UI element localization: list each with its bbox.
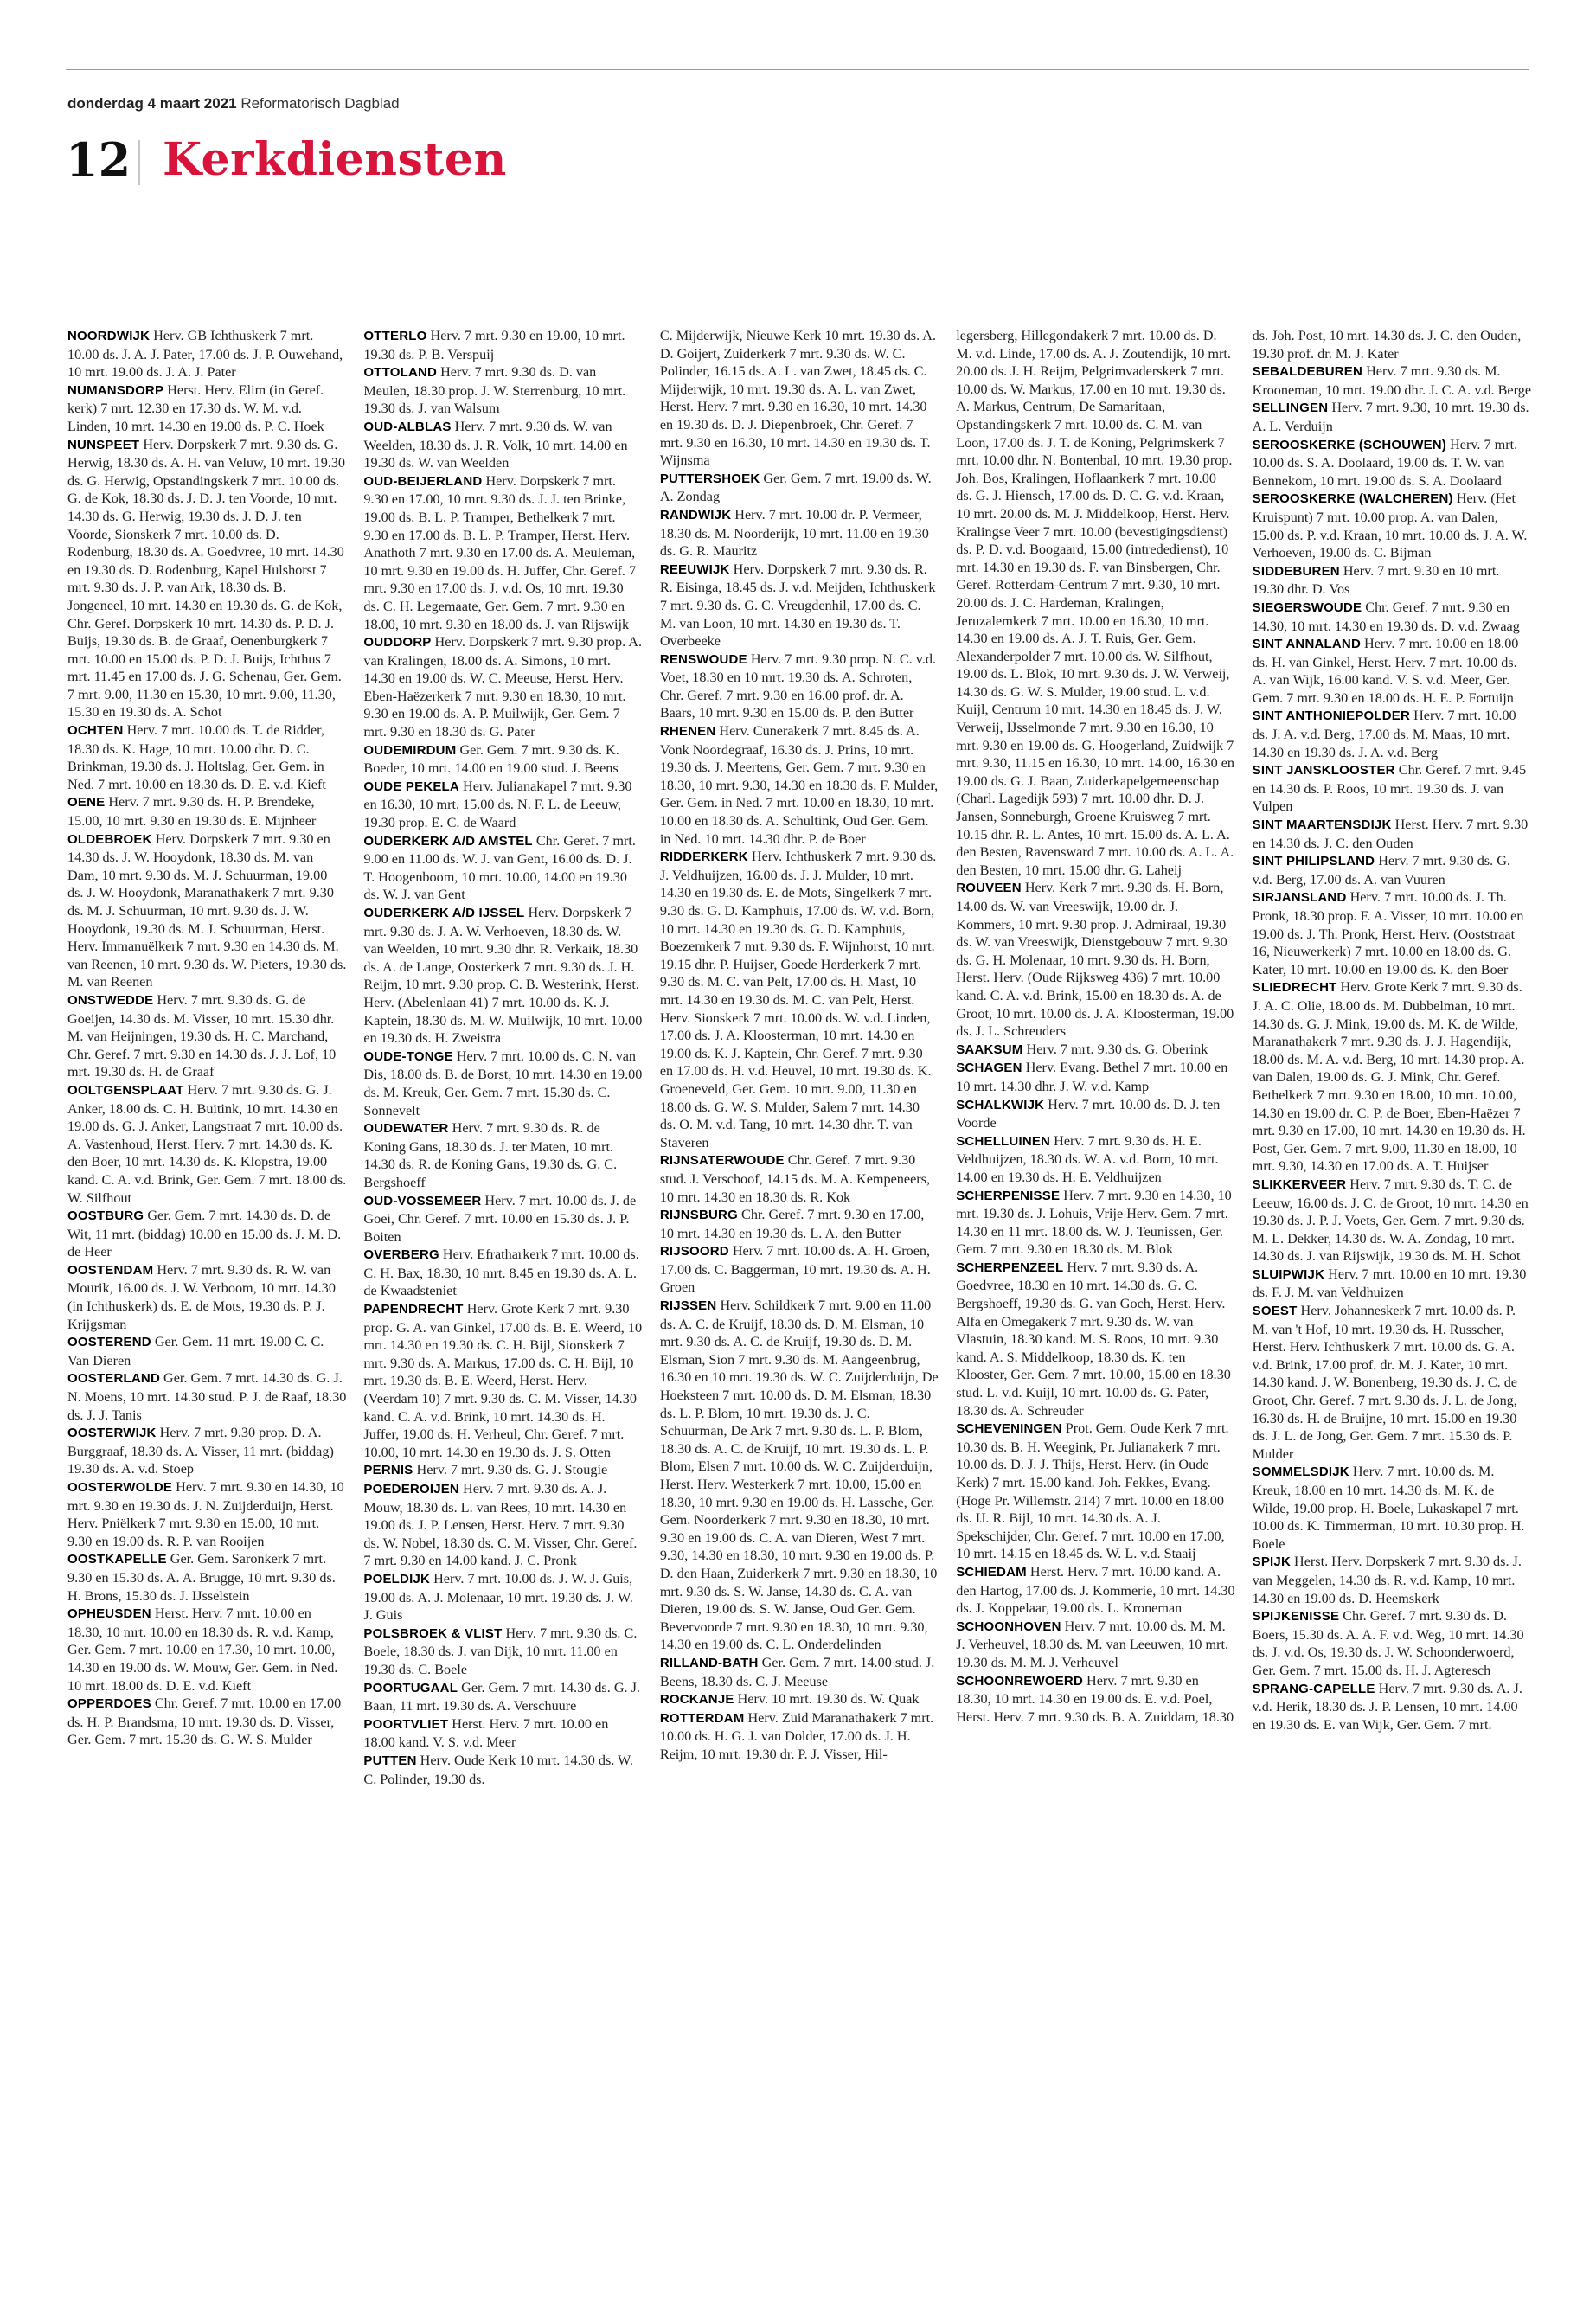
service-entry bbox=[363, 1119, 642, 1191]
place-name: RIJNSBURG bbox=[659, 1208, 738, 1223]
service-details: Ger. Gem. Saronkerk 7 mrt. 9.30 en 15.30 ds. A. A. Brugge, 10 mrt. 9.30 ds. H. Brons, 15.30 ds. J. IJsselstein bbox=[67, 1551, 336, 1604]
service-entry bbox=[1253, 1176, 1531, 1266]
place-name: OVERBERG bbox=[363, 1247, 439, 1263]
service-details: C. Mijderwijk, Nieuwe Kerk 10 mrt. 19.30 ds. A. D. Goijert, Zuiderkerk 7 mrt. 9.30 ds. W. C. Polinder, 16.15 ds. A. L. van Zwet, 18.45 ds. C. Mijderwijk, 10 mrt. 19.30 ds. A. L. van Zwet, Herst. Herv. 7 mrt. 9.30 en 16.30, 10 mrt. 14.30 en 19.30 ds. D. J. Diepenbroek, Chr. Geref. 7 mrt. 9.30 en 16.30, 10 mrt. 14.30 en 19.30 ds. T. Wijnsma bbox=[659, 328, 937, 469]
place-name: SIRJANSLAND bbox=[1252, 890, 1347, 906]
column-3 bbox=[660, 327, 939, 2282]
place-name: REEUWIJK bbox=[659, 561, 730, 577]
place-name: SINT PHILIPSLAND bbox=[1252, 854, 1375, 869]
service-entry bbox=[363, 1715, 642, 1752]
place-name: SIDDEBUREN bbox=[1252, 563, 1340, 579]
place-name: OLDEBROEK bbox=[67, 831, 152, 847]
service-entry bbox=[956, 1420, 1234, 1563]
service-details: Prot. Gem. Oude Kerk 7 mrt. 10.30 ds. B. H. Weegink, Pr. Julianakerk 7 mrt. 10.00 ds. D. J. J. Thijs, Herst. Herv. (in Oude Kerk) 7 mrt. 15.00 kand. Joh. Fekkes, Evang. (Hoge Pr. Willemstr. 214) 7 mrt. 10.00 en 18.00 ds. IJ. R. Bijl, 10 mrt. 14.30 ds. A. J. Spekschijder, Chr. Geref. 7 mrt. 10.00 en 17.00, 10 mrt. 14.15 en 18.45 ds. W. L. v.d. Staaij bbox=[956, 1420, 1229, 1562]
place-name: NUNSPEET bbox=[67, 437, 140, 452]
place-name: POLSBROEK & VLIST bbox=[363, 1625, 503, 1641]
service-entry bbox=[660, 1709, 939, 1764]
service-entry bbox=[956, 1096, 1234, 1132]
place-name: SCHELLUINEN bbox=[956, 1133, 1051, 1149]
service-entry bbox=[1253, 562, 1531, 599]
place-name: RANDWIJK bbox=[659, 507, 732, 522]
service-entry bbox=[363, 1625, 642, 1679]
place-name: SINT JANSKLOOSTER bbox=[1252, 763, 1395, 779]
service-details: Herv. Oude Kerk 10 mrt. 14.30 ds. W. C. Polinder, 19.30 ds. bbox=[363, 1752, 633, 1787]
service-entry bbox=[1253, 1553, 1531, 1607]
service-entry bbox=[1253, 1463, 1531, 1553]
service-entry bbox=[1253, 978, 1531, 1176]
service-details: Herv. 7 mrt. 9.30 ds. G. J. Stougie bbox=[416, 1462, 608, 1478]
place-name: SEROOSKERKE (SCHOUWEN) bbox=[1252, 437, 1447, 452]
header-separator bbox=[138, 140, 140, 185]
service-details: Herv. Dorpskerk 7 mrt. 9.30 ds. J. A. W. Verhoeven, 18.30 ds. W. van Weelden, 10 mrt. 9.30 dhr. R. Verkaik, 18.30 ds. A. de Lange, Oosterkerk 7 mrt. 9.30 ds. J. H. Reijm, 10 mrt. 9.30 prop. C. B. Westerink, Herst. Herv. (Abelenlaan 41) 7 mrt. 10.00 ds. K. J. Kaptein, 18.30 ds. M. W. Muilwijk, 10 mrt. 10.00 en 19.30 ds. H. Zweistra bbox=[363, 905, 643, 1047]
service-entry bbox=[67, 1207, 346, 1261]
service-details: Ger. Gem. 7 mrt. 14.30 ds. G. J. Baan, 11 mrt. 19.30 ds. A. Verschuure bbox=[363, 1679, 640, 1715]
service-details: Ger. Gem. 7 mrt. 9.30 ds. K. Boeder, 10 mrt. 14.00 en 19.00 stud. J. Beens bbox=[363, 741, 619, 777]
service-entry bbox=[1253, 761, 1531, 816]
place-name: OUD-VOSSEMEER bbox=[363, 1193, 482, 1208]
place-name: SEROOSKERKE (WALCHEREN) bbox=[1252, 491, 1453, 507]
service-entry bbox=[363, 1192, 642, 1247]
service-details: Herv. Johanneskerk 7 mrt. 10.00 ds. P. M. van 't Hof, 10 mrt. 19.30 ds. H. Russcher, Herst. Herv. Ichthuskerk 7 mrt. 10.00 ds. G. A. v.d. Brink, 17.00 prof. dr. M. J. Kater, 10 mrt. 14.30 kand. J. W. Bonenberg, 19.30 ds. J. C. de Groot, Chr. Geref. 7 mrt. 9.30 ds. J. L. de Jong, 16.30 ds. H. de Bruijne, 10 mrt. 15.00 en 19.30 ds. J. L. de Jong, Ger. Gem. 7 mrt. 15.30 ds. P. Mulder bbox=[1252, 1303, 1517, 1462]
service-details: Herv. Julianakapel 7 mrt. 9.30 en 16.30, 10 mrt. 15.00 ds. N. F. L. de Leeuw, 19.30 prop. E. C. de Waard bbox=[363, 778, 632, 831]
service-details: Herv. Dorpskerk 7 mrt. 9.30 prop. A. van Kralingen, 18.00 ds. A. Simons, 10 mrt. 14.30 en 19.00 ds. W. C. Meeuse, Herst. Herv. Eben-Haëzerkerk 7 mrt. 9.30 en 18.30, 10 mrt. 9.30 en 19.00 ds. A. P. Muilwijk, Ger. Gem. 7 mrt. 9.30 en 18.30 ds. G. Pater bbox=[363, 634, 643, 740]
service-entry bbox=[363, 1048, 642, 1119]
service-entry bbox=[956, 879, 1234, 1040]
place-name: ROTTERDAM bbox=[659, 1710, 745, 1726]
service-details: Herv. 7 mrt. 9.30 ds. A. Goedvree, 18.30 en 10 mrt. 14.30 ds. G. C. Bergshoeff, 19.30 ds. G. van Goch, Herst. Herv. Alfa en Omegakerk 7 mrt. 9.30 ds. W. van Vlastuin, 18.30 kand. M. S. Roos, 10 mrt. 9.30 kand. A. S. Middelkoop, 18.30 ds. K. ten Klooster, Ger. Gem. 7 mrt. 10.00, 15.00 en 18.30 stud. L. v.d. Kuijl, 10 mrt. 10.00 ds. G. Pater, 18.30 ds. A. Schreuder bbox=[956, 1259, 1231, 1419]
service-details: Herv. 7 mrt. 10.00 en 18.00 ds. H. van Ginkel, Herst. Herv. 7 mrt. 10.00 ds. A. van Wijk, 16.00 kand. V. S. v.d. Meer, Ger. Gem. 7 mrt. 9.30 en 18.00 ds. H. E. P. Fortuijn bbox=[1252, 636, 1519, 706]
service-details: Herv. 7 mrt. 10.00 ds. J. A. v.d. Berg, 17.00 ds. M. Maas, 10 mrt. 14.30 en 19.30 ds. J. A. v.d. Berg bbox=[1252, 708, 1516, 760]
service-entry bbox=[1253, 707, 1531, 761]
service-details: Herv. 7 mrt. 9.30 en 19.00, 10 mrt. 19.30 ds. P. B. Verspuij bbox=[363, 328, 625, 362]
service-entry bbox=[67, 721, 346, 793]
place-name: SCHALKWIJK bbox=[956, 1097, 1045, 1112]
service-entry bbox=[956, 1618, 1234, 1672]
column-2 bbox=[363, 327, 642, 2282]
service-details: Herv. 7 mrt. 9.30 ds. G. Oberink bbox=[1026, 1041, 1208, 1057]
service-details: Herv. 7 mrt. 9.30 ds. R. W. van Mourik, 16.00 ds. J. W. Verboom, 10 mrt. 14.30 (in Ichthuskerk) ds. E. de Mots, 19.30 ds. P. J. Krijgsman bbox=[67, 1261, 336, 1332]
service-entry bbox=[363, 1570, 642, 1625]
service-details: Chr. Geref. 7 mrt. 10.00 en 17.00 ds. H. P. Brandsma, 10 mrt. 19.30 ds. D. Visser, Ger. Gem. 7 mrt. 15.30 ds. G. W. S. Mulder bbox=[67, 1695, 342, 1748]
service-entry bbox=[67, 793, 346, 830]
place-name: OUDEWATER bbox=[363, 1121, 449, 1137]
service-details: Herv. 7 mrt. 10.00 en 10 mrt. 19.30 ds. F. J. M. van Veldhuizen bbox=[1252, 1266, 1527, 1301]
service-entry bbox=[67, 1261, 346, 1333]
service-details: Herv. 7 mrt. 9.30 en 18.30, 10 mrt. 14.30 en 19.00 ds. E. v.d. Poel, Herst. Herv. 7 mrt. 9.30 ds. B. A. Zuiddam, 18.30 bbox=[956, 1672, 1234, 1725]
service-details: Herv. Dorpskerk 7 mrt. 9.30 ds. R. R. Eisinga, 18.45 ds. J. v.d. Meijden, Ichthuskerk 7 mrt. 9.30 ds. G. C. Vreugdenhil, 17.00 ds. C. M. van Loon, 10 mrt. 14.30 en 19.30 ds. T. Overbeeke bbox=[659, 561, 936, 650]
place-name: PERNIS bbox=[363, 1463, 413, 1478]
place-name: SPRANG-CAPELLE bbox=[1252, 1681, 1375, 1696]
service-details: Herv. Cunerakerk 7 mrt. 8.45 ds. A. Vonk Noordegraaf, 16.30 ds. J. Prins, 10 mrt. 19.30 ds. J. Meertens, Ger. Gem. 7 mrt. 9.30 en 18.30, 10 mrt. 9.30, 14.30 en 18.30 ds. F. Mulder, Ger. Gem. in Ned. 7 mrt. 10.00 en 18.30, 10 mrt. 10.00 en 18.30 ds. A. Schultink, Oud Ger. Gem. in Ned. 10 mrt. 14.30 dhr. P. de Boer bbox=[659, 723, 939, 847]
service-entry bbox=[1253, 635, 1531, 707]
place-name: PUTTERSHOEK bbox=[659, 471, 760, 486]
place-name: POORTUGAAL bbox=[363, 1680, 458, 1695]
service-entry bbox=[1253, 888, 1531, 978]
place-name: SCHOONHOVEN bbox=[956, 1618, 1061, 1634]
service-entry bbox=[660, 1242, 939, 1297]
place-name: SOEST bbox=[1252, 1304, 1298, 1319]
service-details: Herv. Kerk 7 mrt. 9.30 ds. H. Born, 14.00 ds. W. van Vreeswijk, 19.00 dr. J. Kommers, 10 mrt. 9.30 prop. J. Admiraal, 19.30 ds. W. van Vreeswijk, Dienstgebouw 7 mrt. 9.30 ds. G. H. Molenaar, 10 mrt. 9.30 ds. H. Born, Herst. Herv. (Oude Rijksweg 436) 7 mrt. 10.00 kand. C. A. v.d. Brink, 15.00 en 18.30 ds. A. de Groot, 10 mrt. 10.00 ds. J. A. Kloosterman, 19.00 ds. J. L. Schreuders bbox=[956, 880, 1234, 1040]
service-entry bbox=[67, 1478, 346, 1550]
service-details: Herv. 7 mrt. 9.30 ds. D. van Meulen, 18.30 prop. J. W. Sterrenburg, 10 mrt. 19.30 ds. J. van Walsum bbox=[363, 364, 626, 417]
service-entry bbox=[1253, 399, 1531, 435]
service-details: Ger. Gem. 11 mrt. 19.00 C. C. Van Dieren bbox=[67, 1334, 324, 1368]
service-entry bbox=[363, 472, 642, 633]
service-details: Herv. 7 mrt. 9.30 prop. N. C. v.d. Voet, 18.30 en 10 mrt. 19.30 ds. A. Schroten, Chr. Geref. 7 mrt. 9.30 en 16.00 prof. dr. A. Baars, 10 mrt. 9.30 en 15.00 ds. P. den Butter bbox=[659, 651, 937, 721]
place-name: SAAKSUM bbox=[956, 1042, 1023, 1057]
service-details: Herv. 7 mrt. 10.00 ds. S. A. Doolaard, 19.00 ds. T. W. van Bennekom, 10 mrt. 19.00 ds. S. A. Doolaard bbox=[1252, 436, 1518, 489]
service-entry bbox=[956, 1132, 1234, 1187]
service-details: Herv. (Het Kruispunt) 7 mrt. 10.00 prop. A. van Dalen, 15.00 ds. P. v.d. Kraan, 10 mrt. 10.00 ds. J. A. W. Verhoeven, 19.00 ds. C. Bijman bbox=[1252, 490, 1528, 561]
service-details: Herv. 7 mrt. 10.00 ds. J. de Goei, Chr. Geref. 7 mrt. 10.00 en 15.30 ds. J. P. Boiten bbox=[363, 1192, 637, 1245]
service-details: Herv. 7 mrt. 9.30 ds. H. P. Brendeke, 15.00, 10 mrt. 9.30 en 19.30 ds. E. Mijnheer bbox=[67, 794, 317, 830]
service-entry bbox=[956, 1672, 1234, 1727]
service-details: Herv. 7 mrt. 9.30, 10 mrt. 19.30 ds. A. L. Verduijn bbox=[1252, 400, 1529, 434]
service-entry bbox=[660, 651, 939, 722]
place-name: SCHOONREWOERD bbox=[956, 1673, 1083, 1689]
place-name: OUD-ALBLAS bbox=[363, 419, 452, 434]
place-name: RENSWOUDE bbox=[659, 651, 747, 667]
place-name: OENE bbox=[67, 795, 106, 811]
column-4 bbox=[956, 327, 1234, 2282]
place-name: OUD-BEIJERLAND bbox=[363, 473, 483, 489]
service-entry bbox=[956, 1041, 1234, 1060]
service-details: Herv. 7 mrt. 9.30 ds. C. Boele, 18.30 ds. J. van Dijk, 10 mrt. 11.00 en 19.30 ds. C. Boele bbox=[363, 1625, 638, 1677]
place-name: SEBALDEBUREN bbox=[1252, 364, 1363, 380]
service-entry bbox=[660, 470, 939, 506]
place-name: SPIJKENISSE bbox=[1252, 1609, 1340, 1625]
place-name: ONSTWEDDE bbox=[67, 992, 154, 1008]
service-details: Ger. Gem. 7 mrt. 14.30 ds. G. J. N. Moens, 10 mrt. 14.30 stud. P. J. de Raaf, 18.30 ds. J. J. Tanis bbox=[67, 1370, 347, 1423]
service-entry bbox=[956, 1563, 1234, 1618]
service-entry bbox=[67, 1605, 346, 1695]
service-details: Herv. 7 mrt. 9.30 ds. G. v.d. Berg, 17.00 ds. A. van Vuuren bbox=[1252, 853, 1510, 888]
service-entry bbox=[1253, 599, 1531, 635]
service-details: Herv. Schildkerk 7 mrt. 9.00 en 11.00 ds. A. C. de Kruijf, 18.30 ds. D. M. Elsman, 10 mrt. 9.30 ds. A. C. de Kruijf, 19.30 ds. D. M. Elsman, Sion 7 mrt. 9.30 ds. M. Aangeenbrug, 16.30 en 10 mrt. 19.30 ds. W. C. Zuijderduijn, De Hoeksteen 7 mrt. 10.00 ds. D. M. Elsman, 18.30 ds. L. P. Blom, 10 mrt. 19.30 ds. J. C. Schuurman, De Ark 7 mrt. 9.30 ds. L. P. Blom, 18.30 ds. A. C. de Kruijf, 10 mrt. 19.30 ds. L. P. Blom, Elsen 7 mrt. 10.00 ds. W. C. Zuijderduijn, Herst. Herv. Westerkerk 7 mrt. 10.00, 15.00 en 18.30, 10 mrt. 9.30 en 19.00 ds. H. Lassche, Ger. Gem. Noorderkerk 7 mrt. 9.30 en 18.30, 10 mrt. 9.30 en 19.00 ds. C. A. van Dieren, West 7 mrt. 9.30, 14.30 en 18.30, 10 mrt. 9.30 en 19.00 ds. P. D. den Haan, Zuiderkerk 7 mrt. 9.30 en 18.30, 10 mrt. 9.30 ds. S. W. Janse, 14.30 ds. C. A. van Dieren, 19.00 ds. S. W. Janse, Oud Ger. Gem. Bevervoorde 7 mrt. 9.30 en 18.30, 10 mrt. 9.30, 14.30 en 19.00 ds. C. L. Onderdelinden bbox=[659, 1298, 939, 1653]
service-details: Herv. 7 mrt. 9.30 prop. D. A. Burggraaf, 18.30 ds. A. Visser, 11 mrt. (biddag) 19.30 ds. A. v.d. Stoep bbox=[67, 1425, 334, 1477]
service-details: Ger. Gem. 7 mrt. 14.30 ds. D. de Wit, 11 mrt. (biddag) 10.00 en 15.00 ds. J. M. D. de Heer bbox=[67, 1208, 342, 1260]
place-name: SINT MAARTENSDIJK bbox=[1252, 817, 1392, 833]
service-details: Herv. Evang. Bethel 7 mrt. 10.00 en 10 mrt. 14.30 dhr. J. W. v.d. Kamp bbox=[956, 1060, 1228, 1094]
service-entry bbox=[660, 561, 939, 651]
place-name: OTTERLO bbox=[363, 329, 427, 343]
place-name: RIDDERKERK bbox=[659, 849, 748, 865]
service-entry bbox=[363, 832, 642, 904]
service-details: Herv. 7 mrt. 9.30 ds. A. J. Mouw, 18.30 ds. L. van Rees, 10 mrt. 14.30 en 19.00 ds. J. P. Lensen, Herst. Herv. 7 mrt. 9.30 ds. W. Nobel, 18.30 ds. C. M. Visser, Chr. Geref. 7 mrt. 9.30 en 14.00 kand. J. C. Pronk bbox=[363, 1481, 638, 1569]
place-name: SCHERPENISSE bbox=[956, 1188, 1061, 1203]
service-details: Herv. 7 mrt. 9.30 ds. A. J. v.d. Herik, 18.30 ds. J. P. Lensen, 10 mrt. 14.00 en 19.30 ds. E. van Wijk, Ger. Gem. 7 mrt. bbox=[1252, 1680, 1522, 1733]
place-name: NOORDWIJK bbox=[67, 329, 151, 343]
service-details: Ger. Gem. 7 mrt. 14.00 stud. J. Beens, 18.30 ds. C. J. Meeuse bbox=[659, 1654, 935, 1689]
service-entry bbox=[363, 363, 642, 418]
place-name: SCHAGEN bbox=[956, 1061, 1022, 1076]
place-name: SINT ANNALAND bbox=[1252, 637, 1361, 652]
service-details: Herv. Efratharkerk 7 mrt. 10.00 ds. C. H. Bax, 18.30, 10 mrt. 8.45 en 19.30 ds. A. L. de Kwaadsteniet bbox=[363, 1247, 639, 1299]
service-details: Herst. Herv. 7 mrt. 10.00 kand. A. den Hartog, 17.00 ds. J. Kommerie, 10 mrt. 14.30 ds. J. Koppelaar, 19.00 ds. L. Kroneman bbox=[956, 1563, 1235, 1617]
service-details: Chr. Geref. 7 mrt. 9.30 en 14.30, 10 mrt. 14.30 en 19.30 ds. D. v.d. Zwaag bbox=[1252, 599, 1520, 634]
service-entry bbox=[660, 506, 939, 561]
service-details: Herv. 7 mrt. 9.30 ds. T. C. de Leeuw, 16.00 ds. J. C. de Groot, 10 mrt. 14.30 en 19.30 ds. J. P. J. Voets, Ger. Gem. 7 mrt. 9.30 ds. M. L. Dekker, 14.30 ds. W. A. Zondag, 10 mrt. 14.30 ds. J. van Rijswijk, 19.30 ds. M. H. Schot bbox=[1252, 1176, 1529, 1265]
service-entry bbox=[67, 1369, 346, 1424]
service-entry bbox=[67, 381, 346, 436]
place-name: RHENEN bbox=[659, 724, 716, 740]
place-name: OUDDORP bbox=[363, 635, 432, 651]
service-entry bbox=[1253, 852, 1531, 888]
service-entry bbox=[660, 848, 939, 1151]
service-entry bbox=[1253, 1302, 1531, 1463]
listing-columns bbox=[67, 327, 1531, 2282]
service-entry bbox=[1253, 327, 1531, 362]
place-name: OUDEMIRDUM bbox=[363, 742, 457, 758]
place-name: RIJSOORD bbox=[659, 1244, 729, 1259]
service-details: Herv. 7 mrt. 10.00 ds. C. N. van Dis, 18.00 ds. B. de Borst, 10 mrt. 14.30 en 19.00 ds. M. Kreuk, Ger. Gem. 7 mrt. 15.30 ds. C. Sonnevelt bbox=[363, 1048, 643, 1118]
place-name: SLIKKERVEER bbox=[1252, 1176, 1347, 1192]
service-entry bbox=[1253, 1266, 1531, 1302]
service-details: Herv. 7 mrt. 9.30 en 10 mrt. 19.30 dhr. D. Vos bbox=[1252, 562, 1500, 598]
service-entry bbox=[363, 1246, 642, 1300]
place-name: OUDE PEKELA bbox=[363, 779, 459, 794]
service-entry bbox=[67, 436, 346, 722]
service-entry bbox=[67, 1550, 346, 1605]
place-name: SINT ANTHONIEPOLDER bbox=[1252, 708, 1411, 724]
place-name: SCHERPENZEEL bbox=[956, 1259, 1064, 1275]
service-details: Herv. 7 mrt. 9.30 ds. H. E. Veldhuijzen, 18.30 ds. W. A. v.d. Born, 10 mrt. 14.00 en 19.30 ds. H. E. Veldhuijzen bbox=[956, 1132, 1219, 1185]
service-details: Herv. 7 mrt. 9.30 ds. W. van Weelden, 18.30 ds. J. R. Volk, 10 mrt. 14.00 en 19.30 ds. W. van Weelden bbox=[363, 418, 628, 471]
place-name: OTTOLAND bbox=[363, 365, 438, 381]
place-name: ROCKANJE bbox=[659, 1692, 734, 1708]
service-details: Herst. Herv. 7 mrt. 10.00 en 18.00 kand. V. S. v.d. Meer bbox=[363, 1715, 609, 1751]
service-details: Ger. Gem. 7 mrt. 19.00 ds. W. A. Zondag bbox=[659, 470, 932, 505]
service-details: Chr. Geref. 7 mrt. 9.45 en 14.30 ds. P. Roos, 10 mrt. 19.30 ds. J. van Vulpen bbox=[1252, 762, 1527, 815]
service-entry bbox=[363, 1752, 642, 1788]
service-details: Chr. Geref. 7 mrt. 9.00 en 11.00 ds. W. J. van Gent, 16.00 ds. D. J. T. Hoogenboom, 10 mrt. 10.00, 14.00 en 19.30 ds. W. J. van Gent bbox=[363, 832, 636, 903]
service-details: Herv. 7 mrt. 10.00 dr. P. Vermeer, 18.30 ds. M. Noorderijk, 10 mrt. 11.00 en 19.30 ds. G. R. Mauritz bbox=[659, 506, 929, 560]
column-1 bbox=[67, 327, 346, 2282]
place-name: OCHTEN bbox=[67, 723, 124, 739]
service-entry bbox=[363, 327, 642, 363]
dateline bbox=[67, 95, 400, 112]
place-name: RIJSSEN bbox=[659, 1298, 717, 1314]
service-details: Herv. 7 mrt. 10.00 ds. T. de Ridder, 18.30 ds. K. Hage, 10 mrt. 10.00 dhr. D. C. Brinkman, 19.30 ds. J. Holtslag, Ger. Gem. in Ned. 7 mrt. 10.00 en 18.30 ds. D. E. v.d. Kieft bbox=[67, 722, 326, 792]
service-details: Herv. Ichthuskerk 7 mrt. 9.30 ds. J. Veldhuijzen, 16.00 ds. J. J. Mulder, 10 mrt. 14.30 en 19.30 ds. E. de Mots, Singelkerk 7 mrt. 9.30 ds. G. D. Kamphuis, 17.00 ds. W. v.d. Born, 10 mrt. 14.30 en 19.30 ds. G. D. Kamphuis, Boezemkerk 7 mrt. 9.30 ds. F. Wijnhorst, 10 mrt. 19.15 dhr. P. Huijser, Goede Herderkerk 7 mrt. 9.30 ds. M. C. van Pelt, 17.00 ds. H. Mast, 10 mrt. 14.30 en 19.30 ds. M. C. van Pelt, Herst. Herv. Sionskerk 7 mrt. 10.00 ds. W. v.d. Linden, 17.00 ds. J. A. Kloosterman, 10 mrt. 14.30 en 19.00 ds. K. J. Kaptein, Chr. Geref. 7 mrt. 9.30 en 17.00 ds. H. v.d. Heuvel, 10 mrt. 19.30 ds. K. Groeneveld, Ger. Gem. 10 mrt. 9.00, 11.30 en 18.00 ds. G. W. S. Mulder, Salem 7 mrt. 14.30 ds. O. M. v.d. Tang, 10 mrt. 14.30 dhr. T. van Staveren bbox=[659, 849, 937, 1150]
service-entry bbox=[956, 1259, 1234, 1420]
column-5 bbox=[1253, 327, 1531, 2282]
place-name: RILLAND-BATH bbox=[659, 1655, 759, 1670]
service-entry bbox=[363, 633, 642, 741]
place-name: POELDIJK bbox=[363, 1571, 431, 1586]
service-details: ds. Joh. Post, 10 mrt. 14.30 ds. J. C. den Ouden, 19.30 prof. dr. M. J. Kater bbox=[1252, 328, 1522, 362]
place-name: SIEGERSWOUDE bbox=[1252, 599, 1362, 615]
place-name: SELLINGEN bbox=[1252, 401, 1329, 416]
service-entry bbox=[1253, 490, 1531, 561]
service-details: Herv. 10 mrt. 19.30 ds. W. Quak bbox=[737, 1691, 920, 1708]
place-name: SCHIEDAM bbox=[956, 1564, 1027, 1580]
service-details: Chr. Geref. 7 mrt. 9.30 ds. D. Boers, 15.30 ds. A. A. F. v.d. Weg, 10 mrt. 14.30 ds. J. v.d. Os, 19.30 ds. J. W. Schoonderwoerd, Ger. Gem. 7 mrt. 15.00 ds. H. J. Agteresch bbox=[1252, 1608, 1524, 1678]
place-name: SLUIPWIJK bbox=[1252, 1266, 1325, 1282]
service-entry bbox=[363, 778, 642, 832]
service-entry bbox=[67, 991, 346, 1081]
place-name: OOSTENDAM bbox=[67, 1262, 154, 1278]
service-entry bbox=[956, 327, 1234, 879]
service-details: Herv. GB Ichthuskerk 7 mrt. 10.00 ds. J. A. J. Pater, 17.00 ds. J. P. Ouwehand, 10 mrt. 19.00 ds. J. A. J. Pater bbox=[67, 328, 343, 381]
service-details: Herv. 7 mrt. 10.00 ds. J. Th. Pronk, 18.30 prop. F. A. Visser, 10 mrt. 10.00 en 19.00 ds. J. Th. Pronk, Herst. Herv. (Ooststraat 16, Nieuwerkerk) 7 mrt. 10.00 en 18.00 ds. G. Kater, 10 mrt. 10.00 en 19.00 ds. K. den Boer bbox=[1252, 889, 1524, 977]
service-details: Herv. 7 mrt. 10.00 ds. A. H. Groen, 17.00 ds. C. Baggerman, 10 mrt. 19.30 ds. A. H. Groen bbox=[659, 1243, 931, 1296]
service-entry bbox=[67, 1333, 346, 1369]
service-details: Herv. Grote Kerk 7 mrt. 9.30 ds. J. A. C. Olie, 18.00 ds. M. Dubbelman, 10 mrt. 14.30 ds. G. J. Mink, 19.00 ds. M. K. de Wilde, Maranathakerk 7 mrt. 9.30 ds. J. J. Hagendijk, 18.00 ds. M. A. v.d. Berg, 10 mrt. 14.30 prop. A. van Dalen, 19.00 ds. G. J. Mink, Chr. Geref. Bethelkerk 7 mrt. 9.30 en 18.00, 10 mrt. 10.00, 14.30 en 19.00 dr. C. P. de Boer, Eben-Haëzer 7 mrt. 9.30 en 17.00, 10 mrt. 14.30 en 19.30 ds. H. Post, Ger. Gem. 7 mrt. 9.00, 11.30 en 18.00, 10 mrt. 9.30, 14.30 en 17.00 ds. A. T. Huijser bbox=[1252, 979, 1526, 1175]
service-details: Herv. 7 mrt. 10.00 ds. M. Kreuk, 18.00 en 10 mrt. 14.30 ds. M. K. de Wilde, 19.00 prop. H. Boele, Lukaskapel 7 mrt. 10.00 ds. K. Timmerman, 10 mrt. 10.30 prop. H. Boele bbox=[1252, 1464, 1525, 1552]
service-entry bbox=[363, 904, 642, 1048]
place-name: POEDEROIJEN bbox=[363, 1482, 459, 1497]
place-name: SCHEVENINGEN bbox=[956, 1421, 1062, 1437]
service-details: Herv. 7 mrt. 9.30 en 14.30, 10 mrt. 19.30 ds. J. Lohuis, Vrije Herv. Gem. 7 mrt. 14.30 en 11 mrt. 18.00 ds. W. J. Teunissen, Ger. Gem. 7 mrt. 9.30 en 18.30 ds. M. Blok bbox=[956, 1187, 1232, 1258]
page-number: 12 bbox=[66, 132, 131, 188]
service-entry bbox=[363, 1480, 642, 1570]
service-entry bbox=[956, 1187, 1234, 1259]
place-name: OOSTERWIJK bbox=[67, 1426, 157, 1441]
place-name: OOSTEREND bbox=[67, 1335, 151, 1350]
top-rule bbox=[66, 69, 1529, 70]
service-entry bbox=[363, 1461, 642, 1480]
place-name: PUTTEN bbox=[363, 1753, 417, 1768]
service-details: Herv. 7 mrt. 10.00 ds. M. M. J. Verheuvel, 18.30 ds. M. van Leeuwen, 10 mrt. 19.30 ds. M. M. J. Verheuvel bbox=[956, 1618, 1229, 1670]
issue-date: donderdag 4 maart 2021 bbox=[67, 95, 237, 112]
place-name: SPIJK bbox=[1252, 1554, 1291, 1570]
service-entry bbox=[660, 1151, 939, 1206]
service-entry bbox=[67, 1695, 346, 1749]
place-name: OOLTGENSPLAAT bbox=[67, 1082, 184, 1098]
service-details: Herv. Dorpskerk 7 mrt. 9.30 en 14.30 ds. J. W. Hooydonk, 18.30 ds. M. van Dam, 10 mrt. 9.30 ds. M. J. Schuurman, 19.00 ds. J. W. Hooydonk, Maranathakerk 7 mrt. 9.30 ds. M. J. Schuurman, 10 mrt. 9.30 ds. J. W. Hooydonk, 19.30 ds. M. J. Schuurman, Herst. Herv. Immanuëlkerk 7 mrt. 9.30 en 14.30 ds. M. van Reenen, 10 mrt. 9.30 ds. W. Pieters, 19.30 ds. M. van Reenen bbox=[67, 830, 347, 990]
place-name: PAPENDRECHT bbox=[363, 1302, 464, 1317]
service-details: Chr. Geref. 7 mrt. 9.30 en 17.00, 10 mrt. 14.30 en 19.30 ds. L. A. den Butter bbox=[659, 1207, 925, 1241]
service-entry bbox=[660, 1297, 939, 1654]
service-entry bbox=[660, 327, 939, 470]
place-name: OPHEUSDEN bbox=[67, 1606, 151, 1622]
place-name: OUDE-TONGE bbox=[363, 1048, 453, 1064]
place-name: ROUVEEN bbox=[956, 881, 1022, 896]
section-title: Kerkdiensten bbox=[163, 133, 507, 186]
place-name: POORTVLIET bbox=[363, 1716, 449, 1732]
service-entry bbox=[660, 722, 939, 848]
service-entry bbox=[363, 741, 642, 778]
service-details: Herv. 7 mrt. 9.30 en 14.30, 10 mrt. 9.30 en 19.30 ds. J. N. Zuijderduijn, Herst. Herv. Pniëlkerk 7 mrt. 9.30 en 15.00, 10 mrt. 9.30 en 19.00 ds. R. P. van Rooijen bbox=[67, 1479, 344, 1549]
service-entry bbox=[1253, 436, 1531, 490]
service-entry bbox=[956, 1059, 1234, 1095]
service-details: Herv. Dorpskerk 7 mrt. 9.30 en 17.00, 10 mrt. 9.30 ds. J. J. ten Brinke, 19.00 ds. B. L. P. Tramper, Bethelkerk 7 mrt. 9.30 en 17.00 ds. B. L. P. Tramper, Herst. Herv. Anathoth 7 mrt. 9.30 en 17.00 ds. A. Meuleman, 10 mrt. 9.30 en 19.00 ds. H. Juffer, Chr. Geref. 7 mrt. 9.30 en 17.00 ds. J. v.d. Os, 10 mrt. 19.30 ds. C. H. Legemaate, Ger. Gem. 7 mrt. 9.30 en 18.00, 10 mrt. 9.30 en 18.00 ds. J. van Rijswijk bbox=[363, 472, 637, 632]
service-details: Herv. 7 mrt. 9.30 ds. G. de Goeijen, 14.30 ds. M. Visser, 10 mrt. 15.30 dhr. M. van Heijningen, 19.30 ds. H. C. Marchand, Chr. Geref. 7 mrt. 9.30 en 14.30 ds. J. J. Lof, 10 mrt. 19.30 ds. H. de Graaf bbox=[67, 991, 337, 1080]
service-entry bbox=[1253, 1607, 1531, 1679]
place-name: OOSTBURG bbox=[67, 1208, 144, 1224]
service-details: Herst. Herv. 7 mrt. 10.00 en 18.30, 10 mrt. 10.00 en 18.30 ds. R. v.d. Kamp, Ger. Gem. 7 mrt. 10.00 en 17.30, 10 mrt. 10.00, 14.30 en 19.00 ds. W. Mouw, Ger. Gem. in Ned. 10 mrt. 18.00 ds. D. E. v.d. Kieft bbox=[67, 1606, 338, 1694]
service-details: legersberg, Hillegondakerk 7 mrt. 10.00 ds. D. M. v.d. Linde, 17.00 ds. A. J. Zoutendijk, 10 mrt. 20.00 ds. J. H. Reijm, Pelgrimvaderskerk 7 mrt. 10.00 ds. W. Markus, 17.00 en 10 mrt. 19.30 ds. A. Markus, Centrum, De Samaritaan, Opstandingskerk 7 mrt. 10.00 ds. C. M. van Loon, 17.00 ds. J. T. de Koning, Pelgrimskerk 7 mrt. 10.00 dhr. N. Bontenbal, 10 mrt. 19.30 prop. Joh. Bos, Kralingen, Hoflaankerk 7 mrt. 10.00 ds. G. J. Hiensch, 17.00 ds. D. C. G. v.d. Kraan, 10 mrt. 20.00 ds. M. J. Middelkoop, Herst. Herv. Kralingse Veer 7 mrt. 10.00 (bevestigingsdienst) ds. P. D. v.d. Boogaard, 15.00 (intrededienst), 10 mrt. 14.30 en 19.30 ds. F. van Binsbergen, Chr. Geref. Rotterdam-Centrum 7 mrt. 9.30, 10 mrt. 20.00 ds. J. C. Hardeman, Kralingen, Jeruzalemkerk 7 mrt. 10.00 en 16.30, 10 mrt. 14.30 en 19.00 ds. A. J. T. Ruis, Ger. Gem. Alexanderpolder 7 mrt. 10.00 ds. W. Silfhout, 19.00 ds. L. Blok, 10 mrt. 9.30 ds. J. W. Verweij, 14.30 ds. G. W. S. Mulder, 19.00 stud. L. v.d. Kuijl, Centrum 10 mrt. 14.30 en 18.45 ds. J. W. Verweij, IJsselmonde 7 mrt. 9.30 en 16.30, 10 mrt. 9.30 en 19.00 ds. G. Hoogerland, Zuidwijk 7 mrt. 9.30, 11.15 en 16.30, 10 mrt. 14.00, 16.30 en 19.00 ds. G. J. Baan, Zuiderkapelgemeenschap (Charl. Lagedijk 593) 7 mrt. 10.00 dhr. D. J. Jansen, Sonneburgh, Groene Kruisweg 7 mrt. 10.15 dhr. R. L. Antes, 10 mrt. 15.00 ds. A. L. A. den Besten, Ravensward 7 mrt. 10.00 ds. A. L. A. den Besten, 10 mrt. 15.00 dhr. G. Laheij bbox=[956, 328, 1234, 878]
service-details: Herv. Dorpskerk 7 mrt. 9.30 ds. G. Herwig, 18.30 ds. A. H. van Veluw, 10 mrt. 19.30 ds. G. Herwig, Opstandingskerk 7 mrt. 10.00 ds. G. de Kok, 18.30 ds. J. D. J. ten Voorde, 10 mrt. 14.30 ds. G. Herwig, 19.30 ds. J. D. J. ten Voorde, Sionskerk 7 mrt. 10.00 ds. D. Rodenburg, 18.30 ds. A. Goedvree, 10 mrt. 14.30 en 19.30 ds. D. Rodenburg, Kapel Hulshorst 7 mrt. 9.30 ds. J. P. van Ark, 18.30 ds. B. Jongeneel, 10 mrt. 14.30 en 19.30 ds. G. de Kok, Chr. Geref. Dorpskerk 10 mrt. 14.30 ds. P. D. J. Buijs, 19.30 ds. B. de Graaf, Oenenburgkerk 7 mrt. 10.00 en 15.00 ds. P. D. J. Buijs, Ichthus 7 mrt. 11.45 en 17.00 ds. J. G. Schenau, Ger. Gem. 7 mrt. 9.00, 11.30 en 15.30, 10 mrt. 9.00, 11.30, 15.30 en 19.30 ds. A. Schot bbox=[67, 436, 346, 721]
service-details: Herv. 7 mrt. 9.30 ds. G. J. Anker, 18.00 ds. C. H. Buitink, 10 mrt. 14.30 en 19.00 ds. G. J. Anker, Langstraat 7 mrt. 10.00 ds. A. Vastenhoud, Herst. Herv. 7 mrt. 14.30 ds. K. den Boer, 10 mrt. 14.30 ds. K. Klopstra, 19.00 kand. C. A. v.d. Brink, Ger. Gem. 7 mrt. 18.00 ds. W. Silfhout bbox=[67, 1081, 347, 1206]
place-name: OUDERKERK A/D IJSSEL bbox=[363, 906, 525, 920]
service-entry bbox=[1253, 362, 1531, 399]
place-name: SLIEDRECHT bbox=[1252, 980, 1337, 996]
service-details: Herst. Herv. Dorpskerk 7 mrt. 9.30 ds. J. van Meggelen, 14.30 ds. R. v.d. Kamp, 10 mrt. 14.30 en 19.00 ds. D. Heemskerk bbox=[1252, 1554, 1522, 1606]
place-name: RIJNSATERWOUDE bbox=[659, 1153, 785, 1169]
service-entry bbox=[67, 1424, 346, 1478]
place-name: OOSTKAPELLE bbox=[67, 1552, 167, 1567]
place-name: OUDERKERK A/D AMSTEL bbox=[363, 833, 533, 849]
service-entry bbox=[1253, 1680, 1531, 1734]
service-details: Herst. Herv. 7 mrt. 9.30 en 14.30 ds. J. C. den Ouden bbox=[1252, 817, 1529, 851]
service-details: Herst. Herv. Elim (in Geref. kerk) 7 mrt. 12.30 en 17.30 ds. W. M. v.d. Linden, 10 mrt. 14.30 en 19.00 ds. P. C. Hoek bbox=[67, 381, 324, 434]
service-entry bbox=[660, 1654, 939, 1690]
service-details: Chr. Geref. 7 mrt. 9.30 stud. J. Verschoof, 14.15 ds. M. A. Kempeneers, 10 mrt. 14.30 en 18.30 ds. R. Kok bbox=[659, 1152, 930, 1205]
service-entry bbox=[660, 1690, 939, 1709]
service-entry bbox=[1253, 816, 1531, 852]
service-details: Herv. 7 mrt. 10.00 ds. D. J. ten Voorde bbox=[956, 1096, 1221, 1131]
service-entry bbox=[363, 1679, 642, 1715]
service-details: Herv. 7 mrt. 9.30 ds. R. de Koning Gans, 18.30 ds. J. ter Maten, 10 mrt. 14.30 ds. R. de Koning Gans, 19.30 ds. G. C. Bergshoeff bbox=[363, 1120, 618, 1190]
place-name: OOSTERLAND bbox=[67, 1371, 160, 1387]
service-entry bbox=[363, 418, 642, 472]
service-details: Herv. Zuid Maranathakerk 7 mrt. 10.00 ds. H. G. J. van Dolder, 17.00 ds. J. H. Reijm, 10 mrt. 19.30 dr. P. J. Visser, Hil- bbox=[659, 1709, 934, 1762]
service-entry bbox=[363, 1300, 642, 1461]
service-entry bbox=[67, 327, 346, 381]
service-entry bbox=[660, 1206, 939, 1242]
place-name: OPPERDOES bbox=[67, 1696, 151, 1712]
publication-name: Reformatorisch Dagblad bbox=[240, 95, 400, 112]
place-name: OOSTERWOLDE bbox=[67, 1480, 173, 1495]
place-name: NUMANSDORP bbox=[67, 382, 164, 398]
service-entry bbox=[67, 830, 346, 991]
service-details: Herv. Grote Kerk 7 mrt. 9.30 prop. G. A. van Ginkel, 17.00 ds. B. E. Weerd, 10 mrt. 14.30 en 19.30 ds. C. H. Bijl, Sionskerk 7 mrt. 9.30 ds. A. Markus, 17.00 ds. C. H. Bijl, 10 mrt. 19.30 ds. B. E. Weerd, Herst. Herv. (Veerdam 10) 7 mrt. 9.30 ds. C. M. Visser, 14.30 kand. C. A. v.d. Brink, 10 mrt. 14.30 ds. H. Juffer, 19.00 ds. H. Verheul, Chr. Geref. 7 mrt. 10.00, 10 mrt. 14.30 en 19.30 ds. J. S. Otten bbox=[363, 1301, 643, 1460]
service-details: Herv. 7 mrt. 9.30 ds. M. Krooneman, 10 mrt. 19.00 dhr. J. C. A. v.d. Berge bbox=[1252, 363, 1531, 398]
service-details: Herv. 7 mrt. 10.00 ds. J. W. J. Guis, 19.00 ds. A. J. Molenaar, 10 mrt. 19.30 ds. J. W. J. Guis bbox=[363, 1570, 633, 1624]
service-entry bbox=[67, 1081, 346, 1207]
place-name: SOMMELSDIJK bbox=[1252, 1465, 1349, 1480]
